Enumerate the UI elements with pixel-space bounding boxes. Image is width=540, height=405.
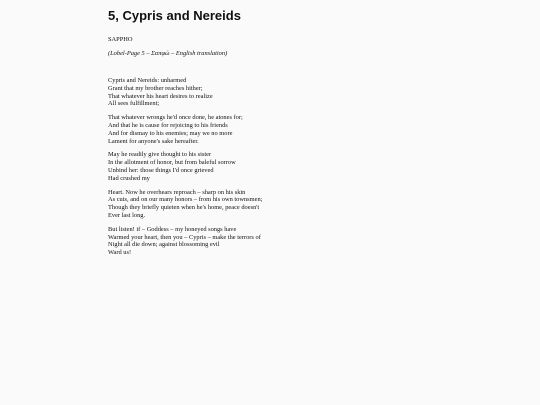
stanza-2 xyxy=(108,114,508,145)
poem-line: Unbind her: those things I'd once grieved xyxy=(108,166,214,174)
poem-line: Though they briefly quieten when he's home, peace doesn't xyxy=(108,204,260,212)
poem-line: All sees fulfillment; xyxy=(108,100,160,108)
poem-line: And for dismay to his enemies; may we no more xyxy=(108,129,233,137)
poem-line: But listen! if – Goddess – my honeyed songs have xyxy=(108,225,237,233)
poem-line: May he readily give thought to his sister xyxy=(108,151,212,159)
stanza-4 xyxy=(108,189,508,220)
poem-line: Ward us! xyxy=(108,249,132,257)
stanza-1 xyxy=(108,77,508,108)
poem-line: Night all die down; against blossoming evil xyxy=(108,241,220,249)
poem-line: Lament for anyone's sake hereafter. xyxy=(108,137,199,145)
poem-line: And that he is cause for rejoicing to his friends xyxy=(108,121,228,129)
poem-line: Cypris and Nereids: unharmed xyxy=(108,77,187,84)
poem-page xyxy=(108,8,508,263)
source-note: (Lobel-Page 5 – Σαπφώ – English translation) xyxy=(108,50,228,57)
poem-line: Had crushed my xyxy=(108,174,150,182)
poem-line: Heart. Now he overhears reproach – sharp on his skin xyxy=(108,188,246,196)
poem-line: As cuts, and on our many honors – from his own townsmen; xyxy=(108,196,263,204)
poem-line: In the allotment of honor, but from baleful sorrow xyxy=(108,159,236,167)
poem-line: Warmed your heart, then you – Cypris – make the terrors of xyxy=(108,233,261,241)
page-title: 5, Cypris and Nereids xyxy=(108,8,241,23)
poem-line: That whatever wrongs he'd once done, he atones for; xyxy=(108,114,243,122)
author-name: SAPPHO xyxy=(108,36,133,43)
stanza-5 xyxy=(108,226,508,257)
poem-line: Grant that my brother reaches hither; xyxy=(108,84,203,92)
poem-line: Ever last long. xyxy=(108,211,146,219)
poem-line: That whatever his heart desires to realize xyxy=(108,92,213,100)
stanza-3 xyxy=(108,151,508,182)
